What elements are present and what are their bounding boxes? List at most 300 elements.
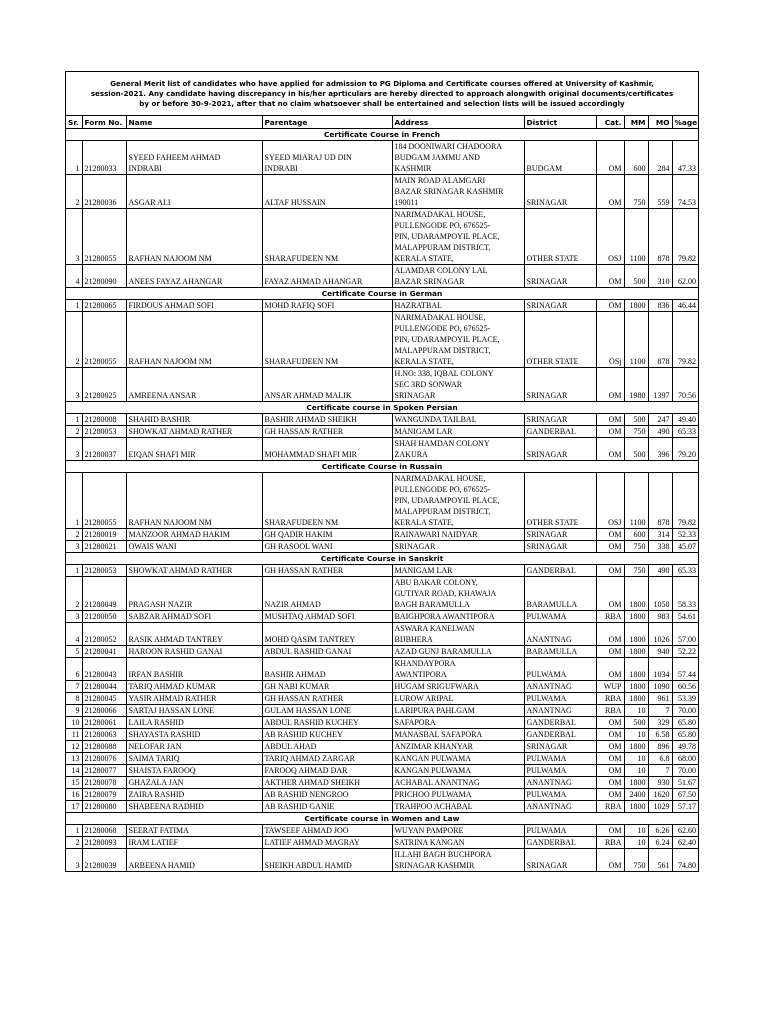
section-heading-row [66,813,698,825]
sr-cell: 10 [66,717,82,729]
district-cell: OTHER STATE [524,209,596,265]
district-cell: GANDERBAL [524,426,596,438]
table-row [66,529,698,541]
category-cell: OM [596,741,624,753]
sr-cell: 2 [66,426,82,438]
marks-obtained-cell: 7 [648,705,672,717]
percentage-cell: 74.53 [672,175,698,209]
address-cell: SAFAPORA [392,717,524,729]
table-row [66,414,698,426]
sr-cell: 1 [66,414,82,426]
name-cell: RASIK AHMAD TANTREY [126,623,262,646]
category-cell: OM [596,438,624,461]
max-marks-cell: 750 [624,175,648,209]
sr-cell: 2 [66,175,82,209]
section-title: Certificate Course in French [66,129,698,141]
category-cell: OM [596,729,624,741]
district-cell: ANANTNAG [524,705,596,717]
category-cell: OM [596,658,624,681]
table-row [66,658,698,681]
heading-line-2: session-2021. Any candidate having discrepancy in his/her aprticulars are hereby directed to approach alongwith original documents/certificates [90,89,674,98]
parentage-cell: BASHIR AHMAD [262,658,392,681]
table-row [66,175,698,209]
form-no-cell: 21280037 [82,438,126,461]
table-row [66,777,698,789]
address-cell: H.NO: 338, IQBAL COLONY SEC 3RD SONWAR SRINAGAR [392,368,524,402]
form-no-cell: 21280066 [82,705,126,717]
max-marks-cell: 600 [624,529,648,541]
name-cell: HAROON RASHID GANAI [126,646,262,658]
category-cell: OM [596,368,624,402]
form-no-cell: 21280088 [82,741,126,753]
form-no-cell: 21280090 [82,265,126,288]
section-title: Certificate course in Women and Law [66,813,698,825]
header-row [66,116,698,129]
address-cell: ASWARA KANELWAN BIJBHERA [392,623,524,646]
marks-obtained-cell: 961 [648,693,672,705]
name-cell: FIRDOUS AHMAD SOFI [126,300,262,312]
sr-cell: 7 [66,681,82,693]
address-cell: NARIMADAKAL HOUSE, PULLENGODE PO, 676525- PIN, UDARAMPOYIL PLACE, MALAPPURAM DISTRICT, KERALA STATE, [392,209,524,265]
marks-obtained-cell: 1026 [648,623,672,646]
percentage-cell: 74.80 [672,849,698,872]
max-marks-cell: 1800 [624,623,648,646]
sr-cell: 16 [66,789,82,801]
name-cell: LAILA RASHID [126,717,262,729]
marks-obtained-cell: 878 [648,312,672,368]
district-cell: GANDERBAL [524,729,596,741]
max-marks-cell: 500 [624,438,648,461]
address-cell: HAZRATBAL [392,300,524,312]
table-row [66,729,698,741]
max-marks-cell: 10 [624,765,648,777]
marks-obtained-cell: 836 [648,300,672,312]
district-cell: SRINAGAR [524,741,596,753]
section-title: Certificate Course in Sanskrit [66,553,698,565]
address-cell: MANIGAM LAR [392,565,524,577]
address-cell: SHAH HAMDAN COLONY ZAKURA [392,438,524,461]
percentage-cell: 70.00 [672,765,698,777]
name-cell: SARTAJ HASSAN LONE [126,705,262,717]
category-cell: OM [596,825,624,837]
section-heading-row [66,129,698,141]
form-no-cell: 21280061 [82,717,126,729]
district-cell: PULWAMA [524,611,596,623]
category-cell: OM [596,849,624,872]
form-no-cell: 21280044 [82,681,126,693]
category-cell: OM [596,765,624,777]
parentage-cell: GH HASSAN RATHER [262,693,392,705]
sr-cell: 2 [66,837,82,849]
percentage-cell: 79.82 [672,473,698,529]
district-cell: SRINAGAR [524,541,596,553]
table-row [66,837,698,849]
name-cell: SEERAT FATIMA [126,825,262,837]
table-row [66,693,698,705]
district-cell: OTHER STATE [524,312,596,368]
name-cell: SHABEENA RADHID [126,801,262,813]
max-marks-cell: 1800 [624,611,648,623]
percentage-cell: 54.61 [672,611,698,623]
category-cell: RBA [596,837,624,849]
address-cell: ACHABAL ANANTNAG [392,777,524,789]
address-cell: SRINAGAR [392,541,524,553]
table-row [66,681,698,693]
category-cell: OM [596,777,624,789]
max-marks-cell: 600 [624,141,648,175]
table-row [66,765,698,777]
address-cell: KHANDAYPORA AWANTIPORA [392,658,524,681]
sr-cell: 15 [66,777,82,789]
district-cell: PULWAMA [524,693,596,705]
parentage-cell: ALTAF HUSSAIN [262,175,392,209]
name-cell: SHOWKAT AHMAD RATHER [126,565,262,577]
address-cell: HUGAM SRIGUFWARA [392,681,524,693]
name-cell: ARBEENA HAMID [126,849,262,872]
address-cell: ILLAHI BAGH BUCHPORA SRINAGAR KASHMIR [392,849,524,872]
sr-cell: 3 [66,611,82,623]
address-cell: KANGAN PULWAMA [392,753,524,765]
form-no-cell: 21280065 [82,300,126,312]
category-cell: OM [596,717,624,729]
sr-cell: 1 [66,300,82,312]
address-cell: ABU BAKAR COLONY, GUTIYAR ROAD, KHAWAJA BAGH BARAMULLA [392,577,524,611]
category-cell: OSj [596,312,624,368]
district-cell: ANANTNAG [524,623,596,646]
max-marks-cell: 1800 [624,646,648,658]
name-cell: SYEED FAHEEM AHMAD INDRABI [126,141,262,175]
max-marks-cell: 10 [624,837,648,849]
marks-obtained-cell: 878 [648,209,672,265]
district-cell: OTHER STATE [524,473,596,529]
percentage-cell: 49.78 [672,741,698,753]
category-cell: OM [596,300,624,312]
address-cell: PRICHOO PULWAMA [392,789,524,801]
parentage-cell: AB RASHID NENGROO [262,789,392,801]
table-row [66,789,698,801]
parentage-cell: TARIQ AHMAD ZARGAR [262,753,392,765]
form-no-cell: 21280055 [82,473,126,529]
percentage-cell: 58.33 [672,577,698,611]
category-cell: OM [596,175,624,209]
form-no-cell: 21280055 [82,312,126,368]
col-district-header: District [524,116,596,129]
percentage-cell: 47.33 [672,141,698,175]
col-parentage-header: Parentage [262,116,392,129]
percentage-cell: 51.67 [672,777,698,789]
marks-obtained-cell: 396 [648,438,672,461]
address-cell: LUROW ARIPAL [392,693,524,705]
name-cell: ANEES FAYAZ AHANGAR [126,265,262,288]
max-marks-cell: 500 [624,414,648,426]
table-row [66,849,698,872]
marks-obtained-cell: 6.24 [648,837,672,849]
district-cell: SRINAGAR [524,849,596,872]
heading-line-3: by or before 30-9-2021, after that no claim whatsoever shall be entertained and selection lists will be issued accordingly [139,99,625,108]
percentage-cell: 65.80 [672,717,698,729]
name-cell: AMREENA ANSAR [126,368,262,402]
name-cell: RAFHAN NAJOOM NM [126,473,262,529]
district-cell: ANANTNAG [524,801,596,813]
parentage-cell: SHARAFUDEEN NM [262,312,392,368]
percentage-cell: 70.00 [672,705,698,717]
sr-cell: 3 [66,209,82,265]
parentage-cell: ABDUL RASHID GANAI [262,646,392,658]
marks-obtained-cell: 983 [648,611,672,623]
percentage-cell: 79.82 [672,209,698,265]
marks-obtained-cell: 1090 [648,681,672,693]
form-no-cell: 21280063 [82,729,126,741]
table-row [66,473,698,529]
col-mo-header: MO [648,116,672,129]
parentage-cell: GH HASSAN RATHER [262,426,392,438]
table-row [66,825,698,837]
parentage-cell: SYEED MIARAJ UD DIN INDRABI [262,141,392,175]
max-marks-cell: 750 [624,849,648,872]
parentage-cell: MUSHTAQ AHMAD SOFI [262,611,392,623]
parentage-cell: FAYAZ AHMAD AHANGAR [262,265,392,288]
sr-cell: 2 [66,529,82,541]
sr-cell: 14 [66,765,82,777]
percentage-cell: 62.40 [672,837,698,849]
percentage-cell: 65.33 [672,565,698,577]
notice-heading [66,72,698,116]
marks-obtained-cell: 559 [648,175,672,209]
district-cell: SRINAGAR [524,529,596,541]
parentage-cell: GH NABI KUMAR [262,681,392,693]
max-marks-cell: 500 [624,265,648,288]
sr-cell: 4 [66,623,82,646]
district-cell: SRINAGAR [524,414,596,426]
category-cell: OM [596,265,624,288]
address-cell: WANGUNDA TAILBAL [392,414,524,426]
section-title: Certificate course in Spoken Persian [66,402,698,414]
marks-obtained-cell: 6.26 [648,825,672,837]
percentage-cell: 57.44 [672,658,698,681]
form-no-cell: 21280025 [82,368,126,402]
form-no-cell: 21280049 [82,577,126,611]
parentage-cell: TAWSEEF AHMAD JOO [262,825,392,837]
name-cell: SABZAR AHMAD SOFI [126,611,262,623]
percentage-cell: 67.50 [672,789,698,801]
max-marks-cell: 1800 [624,577,648,611]
parentage-cell: SHARAFUDEEN NM [262,209,392,265]
sr-cell: 9 [66,705,82,717]
percentage-cell: 79.82 [672,312,698,368]
form-no-cell: 21280039 [82,849,126,872]
category-cell: OM [596,565,624,577]
table-row [66,265,698,288]
max-marks-cell: 10 [624,729,648,741]
category-cell: RBA [596,693,624,705]
max-marks-cell: 1980 [624,368,648,402]
section-heading-row [66,402,698,414]
percentage-cell: 49.40 [672,414,698,426]
form-no-cell: 21280050 [82,611,126,623]
parentage-cell: AKTHER AHMAD SHEIKH [262,777,392,789]
parentage-cell: ABDUL AHAD [262,741,392,753]
parentage-cell: SHARAFUDEEN NM [262,473,392,529]
form-no-cell: 21280068 [82,825,126,837]
table-row [66,312,698,368]
form-no-cell: 21280041 [82,646,126,658]
sr-cell: 2 [66,577,82,611]
sr-cell: 6 [66,658,82,681]
col-mm-header: MM [624,116,648,129]
category-cell: OM [596,753,624,765]
category-cell: OM [596,577,624,611]
table-row [66,717,698,729]
name-cell: SHAHID BASHIR [126,414,262,426]
table-row [66,300,698,312]
sr-cell: 1 [66,825,82,837]
name-cell: NELOFAR JAN [126,741,262,753]
name-cell: SHOWKAT AHMAD RATHER [126,426,262,438]
parentage-cell: ABDUL RASHID KUCHEY [262,717,392,729]
marks-obtained-cell: 930 [648,777,672,789]
merit-list-sheet [65,71,699,872]
category-cell: OSJ [596,473,624,529]
name-cell: IRFAN BASHIR [126,658,262,681]
form-no-cell: 21280036 [82,175,126,209]
parentage-cell: NAZIR AHMAD [262,577,392,611]
merit-table-body [66,129,698,872]
table-row [66,801,698,813]
max-marks-cell: 1800 [624,801,648,813]
max-marks-cell: 750 [624,541,648,553]
max-marks-cell: 1800 [624,741,648,753]
percentage-cell: 52.33 [672,529,698,541]
max-marks-cell: 750 [624,426,648,438]
category-cell: RBA [596,705,624,717]
category-cell: OM [596,141,624,175]
address-cell: NARIMADAKAL HOUSE, PULLENGODE PO, 676525- PIN, UDARAMPOYIL PLACE, MALAPPURAM DISTRICT, KERALA STATE, [392,312,524,368]
name-cell: RAFHAN NAJOOM NM [126,312,262,368]
col-address-header: Address [392,116,524,129]
form-no-cell: 21280045 [82,693,126,705]
sr-cell: 5 [66,646,82,658]
district-cell: GANDERBAL [524,837,596,849]
district-cell: BARAMULLA [524,577,596,611]
max-marks-cell: 750 [624,565,648,577]
category-cell: OM [596,789,624,801]
district-cell: SRINAGAR [524,175,596,209]
form-no-cell: 21280079 [82,789,126,801]
form-no-cell: 21280053 [82,426,126,438]
sr-cell: 3 [66,368,82,402]
form-no-cell: 21280093 [82,837,126,849]
category-cell: OSJ [596,209,624,265]
section-title: Certificate Course in German [66,288,698,300]
district-cell: PULWAMA [524,789,596,801]
max-marks-cell: 1800 [624,693,648,705]
parentage-cell: GH RASOOL WANI [262,541,392,553]
percentage-cell: 57.17 [672,801,698,813]
table-row [66,741,698,753]
form-no-cell: 21280055 [82,209,126,265]
col-sr-header: Sr. [66,116,82,129]
table-row [66,368,698,402]
address-cell: NARIMADAKAL HOUSE, PULLENGODE PO, 676525- PIN, UDARAMPOYIL PLACE, MALAPPURAM DISTRICT, KERALA STATE, [392,473,524,529]
category-cell: WUP [596,681,624,693]
percentage-cell: 60.56 [672,681,698,693]
table-row [66,209,698,265]
district-cell: SRINAGAR [524,265,596,288]
name-cell: OWAIS WANI [126,541,262,553]
percentage-cell: 46.44 [672,300,698,312]
address-cell: MANIGAM LAR [392,426,524,438]
marks-obtained-cell: 284 [648,141,672,175]
form-no-cell: 21280077 [82,765,126,777]
merit-table [66,116,698,871]
table-row [66,705,698,717]
marks-obtained-cell: 6.58 [648,729,672,741]
section-title: Certificate Course in Russain [66,461,698,473]
district-cell: PULWAMA [524,658,596,681]
parentage-cell: GH QADIR HAKIM [262,529,392,541]
address-cell: AZAD GUNJ BARAMULLA [392,646,524,658]
percentage-cell: 62.00 [672,265,698,288]
marks-obtained-cell: 1620 [648,789,672,801]
district-cell: SRINAGAR [524,368,596,402]
form-no-cell: 21280019 [82,529,126,541]
table-row [66,426,698,438]
max-marks-cell: 1100 [624,209,648,265]
percentage-cell: 65.33 [672,426,698,438]
percentage-cell: 53.39 [672,693,698,705]
sr-cell: 3 [66,438,82,461]
marks-obtained-cell: 329 [648,717,672,729]
marks-obtained-cell: 1050 [648,577,672,611]
max-marks-cell: 1800 [624,658,648,681]
percentage-cell: 79.20 [672,438,698,461]
category-cell: OM [596,414,624,426]
table-row [66,623,698,646]
name-cell: RAFHAN NAJOOM NM [126,209,262,265]
parentage-cell: AB RASHID GANIE [262,801,392,813]
parentage-cell: SHEIKH ABDUL HAMID [262,849,392,872]
district-cell: ANANTNAG [524,777,596,789]
district-cell: PULWAMA [524,765,596,777]
marks-obtained-cell: 7 [648,765,672,777]
sr-cell: 17 [66,801,82,813]
category-cell: OM [596,646,624,658]
max-marks-cell: 1100 [624,473,648,529]
sr-cell: 2 [66,312,82,368]
district-cell: SRINAGAR [524,438,596,461]
table-row [66,753,698,765]
parentage-cell: GULAM HASSAN LONE [262,705,392,717]
marks-obtained-cell: 561 [648,849,672,872]
category-cell: OM [596,541,624,553]
address-cell: ALAMDAR COLONY LAL BAZAR SRINAGAR [392,265,524,288]
name-cell: SHAYASTA RASHID [126,729,262,741]
max-marks-cell: 10 [624,705,648,717]
district-cell: GANDERBAL [524,565,596,577]
heading-line-1: General Merit list of candidates who have applied for admission to PG Diploma and Certificate courses offered at University of Kashmir, [110,79,654,88]
percentage-cell: 68.00 [672,753,698,765]
name-cell: PRAGASH NAZIR [126,577,262,611]
sr-cell: 3 [66,849,82,872]
max-marks-cell: 1800 [624,777,648,789]
marks-obtained-cell: 490 [648,565,672,577]
parentage-cell: GH HASSAN RATHER [262,565,392,577]
form-no-cell: 21280052 [82,623,126,646]
category-cell: OM [596,529,624,541]
sr-cell: 11 [66,729,82,741]
marks-obtained-cell: 878 [648,473,672,529]
district-cell: BARAMULLA [524,646,596,658]
